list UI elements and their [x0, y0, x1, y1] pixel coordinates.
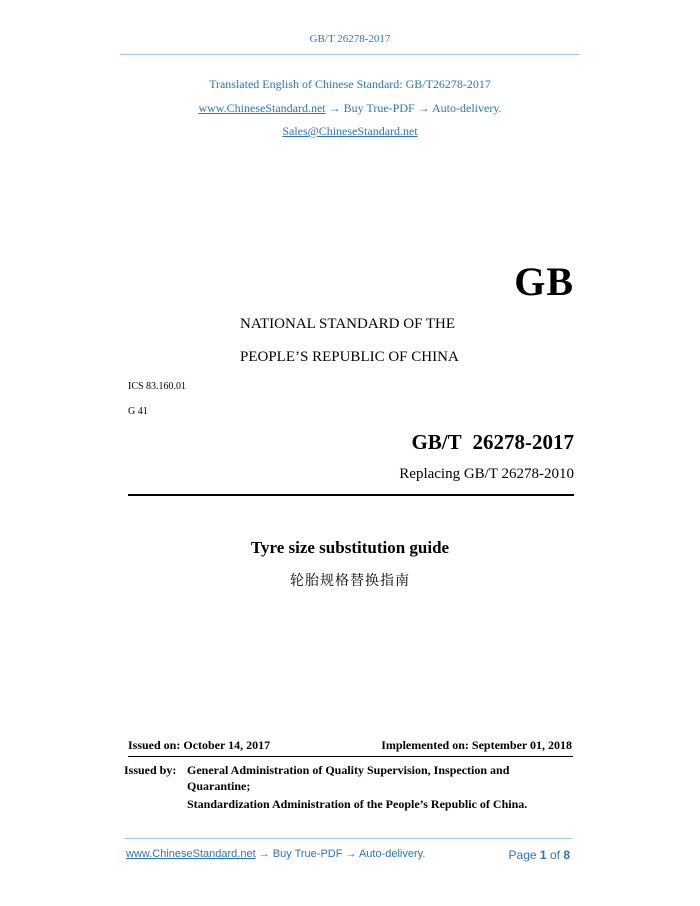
footer-website-link[interactable]: www.ChineseStandard.net — [126, 848, 256, 860]
page-of: of — [549, 848, 560, 862]
footer-purchase-text: → Buy True-PDF → Auto-delivery. — [255, 848, 426, 860]
implemented-date: Implemented on: September 01, 2018 — [381, 738, 572, 752]
national-standard-line2: PEOPLE’S REPUBLIC OF CHINA — [240, 349, 459, 365]
translation-notice: Translated English of Chinese Standard: GB/T26278-2017 — [209, 77, 491, 91]
running-header: GB/T 26278-2017 — [309, 33, 391, 45]
title-divider — [128, 494, 574, 496]
issuer-line-3: Standardization Administration of the People’s Republic of China. — [187, 797, 528, 811]
issued-by-label: Issued by: — [124, 763, 177, 777]
page-total: 8 — [563, 848, 570, 862]
purchase-line — [0, 101, 700, 116]
replacing-note: Replacing GB/T 26278-2010 — [399, 466, 574, 482]
gb-logo-text: GB — [514, 259, 574, 304]
dates-divider — [128, 756, 573, 757]
ics-code: ICS 83.160.01 — [128, 381, 187, 392]
issuer-line-1: General Administration of Quality Supervision, Inspection and — [187, 763, 510, 777]
purchase-text: → Buy True-PDF → Auto-delivery. — [325, 101, 502, 115]
page-label: Page — [508, 848, 537, 862]
email-line — [0, 124, 700, 139]
page-indicator — [509, 848, 570, 862]
classification-code: G 41 — [128, 406, 148, 417]
header-divider — [120, 54, 580, 55]
footer-purchase-line — [126, 848, 425, 860]
standard-code: GB/T 26278-2017 — [411, 430, 574, 454]
footer-divider — [124, 838, 572, 839]
email-link[interactable]: Sales@ChineseStandard.net — [282, 124, 418, 138]
document-title-chinese: 轮胎规格替换指南 — [290, 573, 410, 589]
national-standard-line1: NATIONAL STANDARD OF THE — [240, 316, 456, 332]
page-current: 1 — [539, 848, 547, 862]
issued-date: Issued on: October 14, 2017 — [128, 738, 271, 752]
document-title: Tyre size substitution guide — [250, 538, 450, 557]
issuer-line-2: Quarantine; — [187, 779, 251, 793]
website-link[interactable]: www.ChineseStandard.net — [198, 101, 326, 115]
